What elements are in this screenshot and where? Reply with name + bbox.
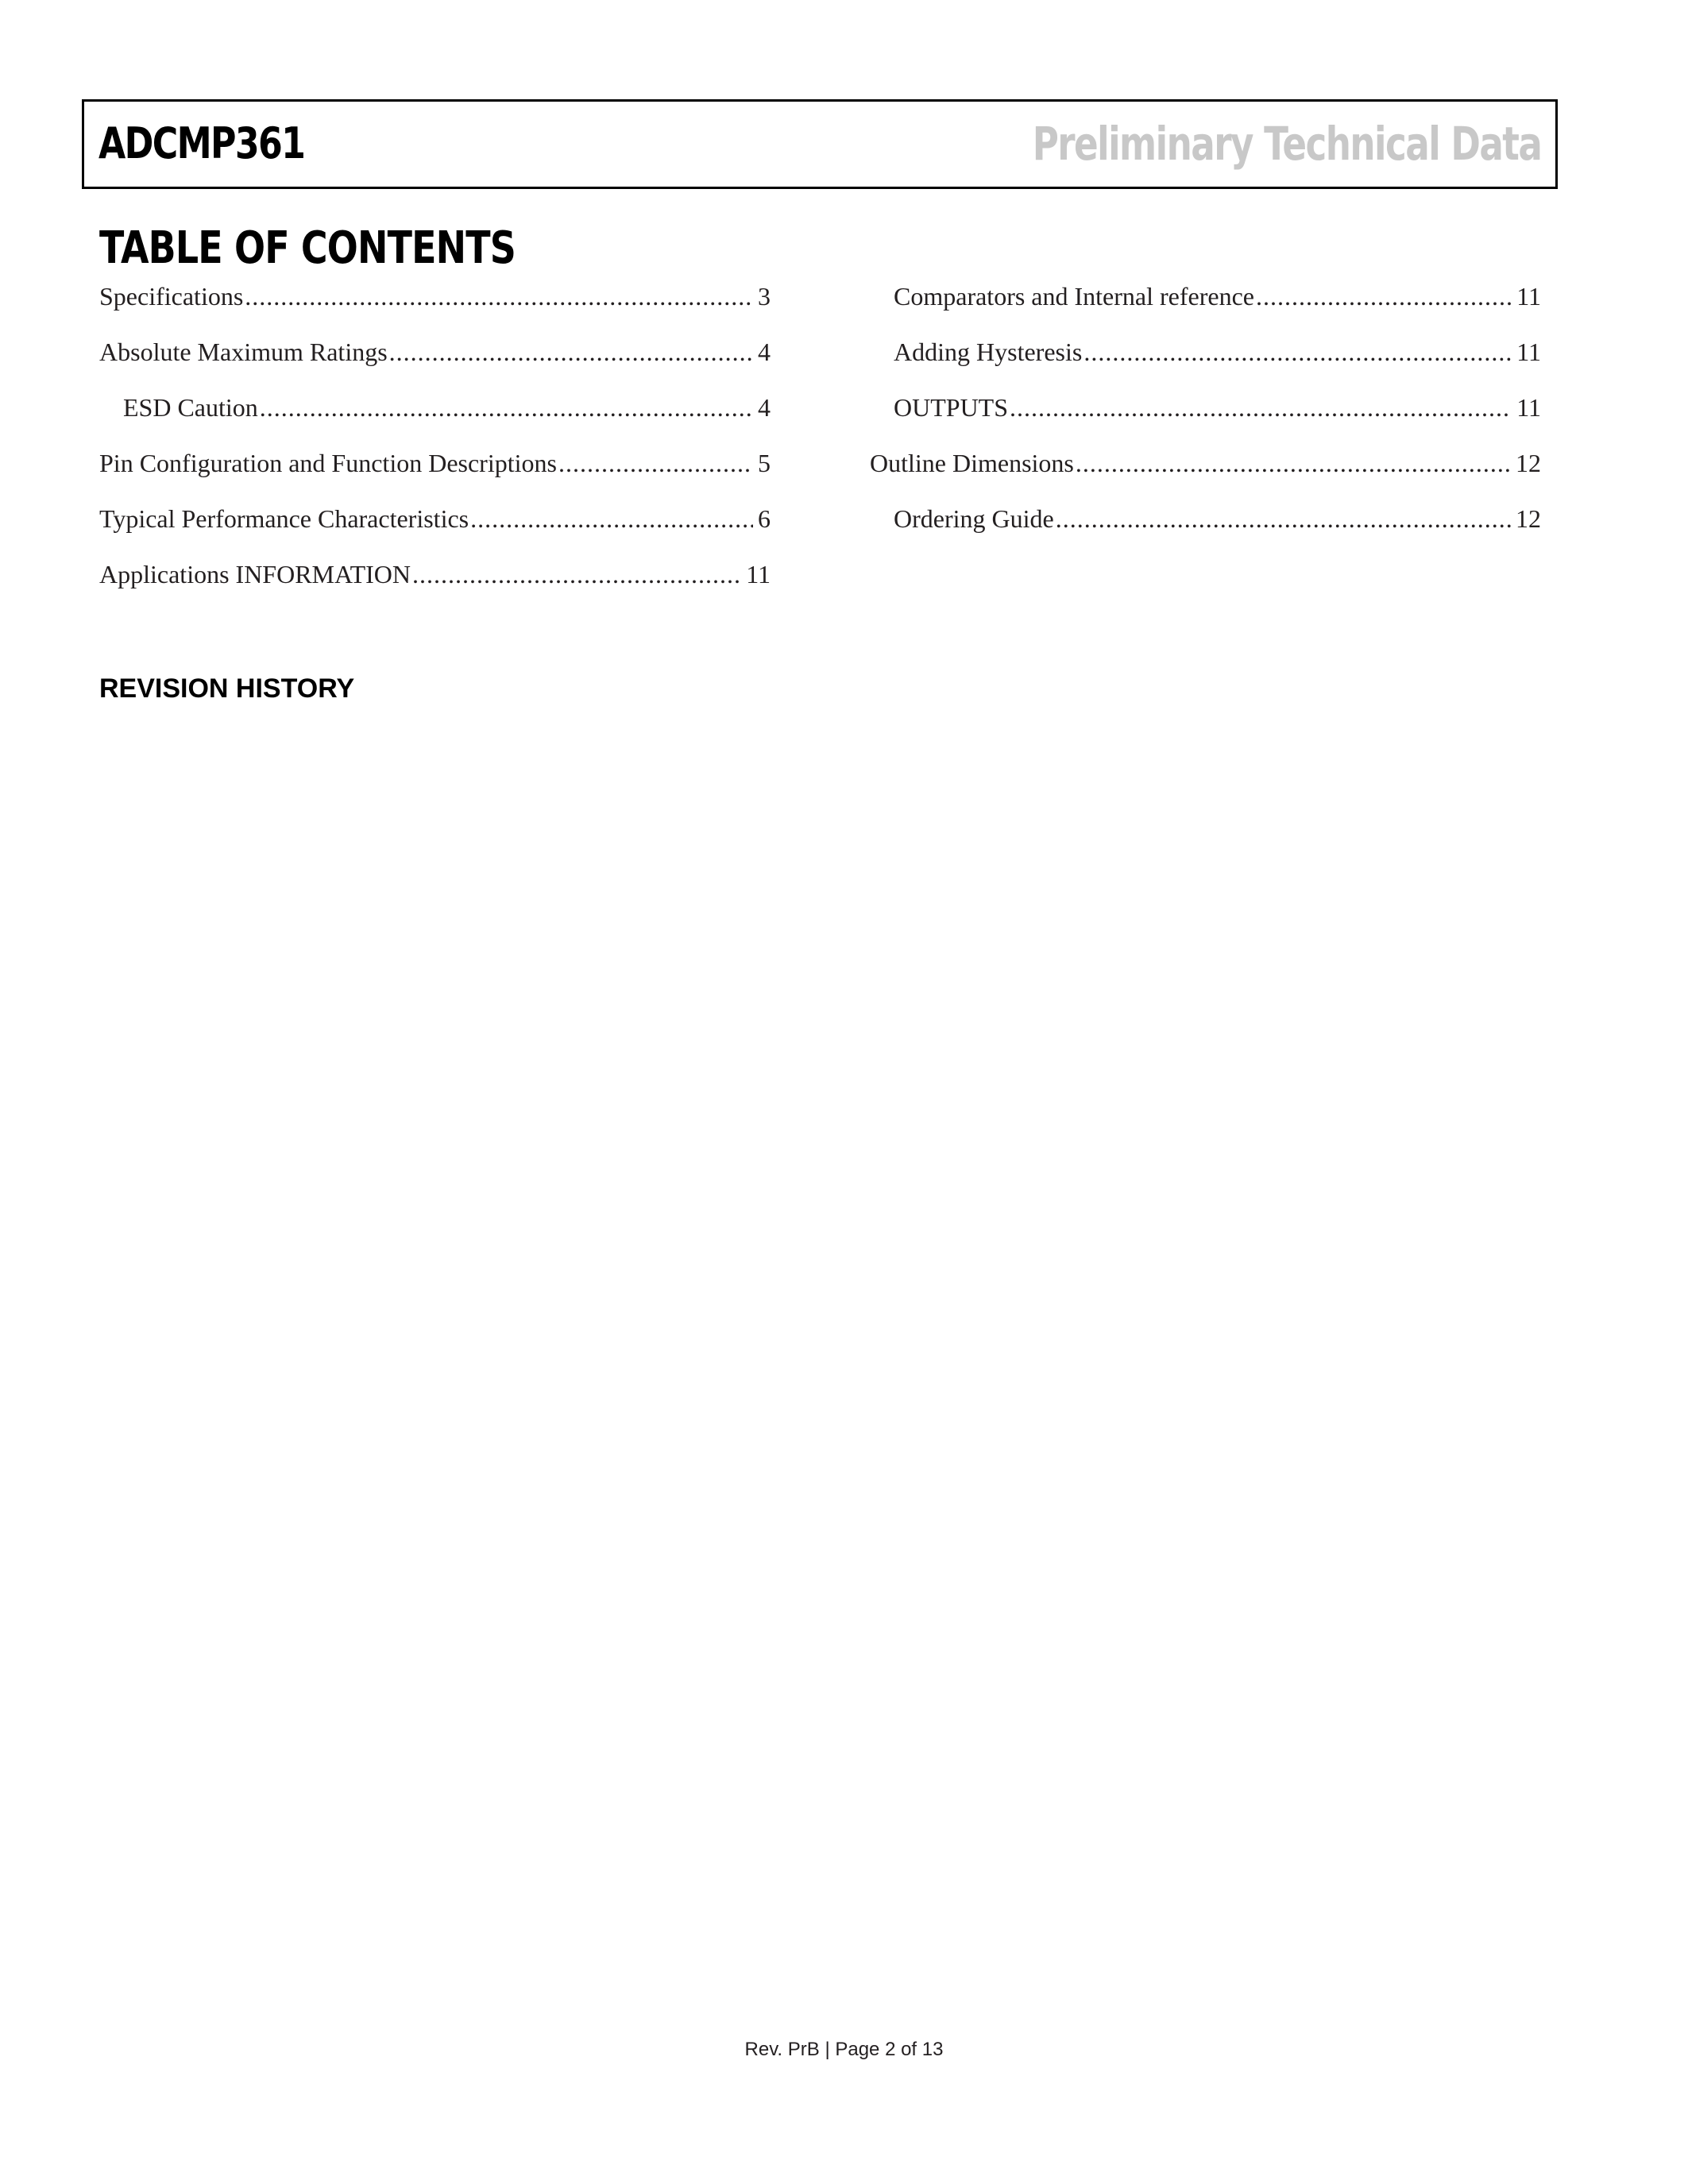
- toc-entry-esd-caution[interactable]: [99, 393, 771, 449]
- toc-entry-label: ESD Caution: [123, 393, 258, 422]
- toc-entry-page: 4: [758, 338, 771, 366]
- toc-entry-ordering-guide[interactable]: [870, 504, 1541, 560]
- toc-entry-label: Absolute Maximum Ratings: [99, 338, 388, 366]
- toc-entry-applications-information[interactable]: [99, 560, 771, 615]
- toc-leader-dots: [470, 504, 753, 534]
- toc-column-right: [870, 282, 1541, 560]
- toc-entry-label: Pin Configuration and Function Descriptions: [99, 449, 557, 477]
- toc-entry-page: 5: [758, 449, 771, 477]
- toc-leader-dots: [260, 393, 753, 423]
- toc-entry-label: Ordering Guide: [894, 504, 1054, 533]
- toc-title: TABLE OF CONTENTS: [99, 222, 516, 274]
- toc-entry-comparators[interactable]: [870, 282, 1541, 338]
- toc-entry-outline-dimensions[interactable]: [870, 449, 1541, 504]
- part-number: ADCMP361: [98, 118, 305, 168]
- toc-entry-absolute-maximum-ratings[interactable]: [99, 338, 771, 393]
- toc-leader-dots: [245, 282, 753, 311]
- toc-entry-label: OUTPUTS: [894, 393, 1009, 422]
- toc-entry-adding-hysteresis[interactable]: [870, 338, 1541, 393]
- toc-entry-pin-configuration[interactable]: [99, 449, 771, 504]
- toc-entry-page: 11: [746, 560, 771, 588]
- toc-entry-typical-performance[interactable]: [99, 504, 771, 560]
- toc-entry-label: Specifications: [99, 282, 244, 311]
- toc-entry-outputs[interactable]: [870, 393, 1541, 449]
- toc-entry-label: Adding Hysteresis: [894, 338, 1083, 366]
- toc-entry-page: 12: [1516, 449, 1541, 477]
- toc-entry-page: 12: [1516, 504, 1541, 533]
- toc-leader-dots: [412, 560, 741, 589]
- revision-history-title: REVISION HISTORY: [99, 673, 355, 704]
- toc-leader-dots: [1256, 282, 1512, 311]
- toc-leader-dots: [389, 338, 753, 367]
- toc-entry-label: Applications INFORMATION: [99, 560, 411, 588]
- toc-entry-page: 3: [758, 282, 771, 311]
- toc-entry-page: 11: [1516, 393, 1541, 422]
- toc-entry-label: Comparators and Internal reference: [894, 282, 1254, 311]
- toc-entry-page: 6: [758, 504, 771, 533]
- toc-entry-label: Outline Dimensions: [870, 449, 1074, 477]
- toc-entry-label: Typical Performance Characteristics: [99, 504, 469, 533]
- toc-leader-dots: [1083, 338, 1512, 367]
- toc-leader-dots: [1076, 449, 1511, 478]
- document-status: Preliminary Technical Data: [1032, 117, 1541, 171]
- toc-entry-page: 4: [758, 393, 771, 422]
- toc-entry-specifications[interactable]: [99, 282, 771, 338]
- toc-leader-dots: [1056, 504, 1511, 534]
- toc-entry-page: 11: [1516, 338, 1541, 366]
- toc-leader-dots: [558, 449, 753, 478]
- toc-entry-page: 11: [1516, 282, 1541, 311]
- toc-column-left: [99, 282, 771, 615]
- page-header: [82, 99, 1558, 189]
- toc-leader-dots: [1010, 393, 1512, 423]
- page-footer: Rev. PrB | Page 2 of 13: [744, 2039, 944, 2060]
